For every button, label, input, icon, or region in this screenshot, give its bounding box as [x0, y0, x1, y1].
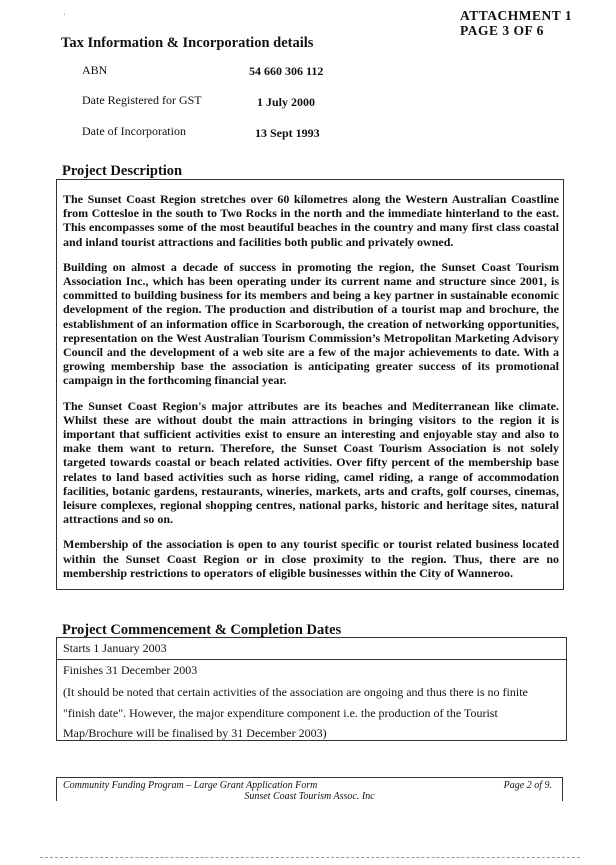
dates-note-line2: "finish date". However, the major expenditure component i.e. the production of the Tourist: [63, 706, 498, 720]
attachment-header: [460, 8, 572, 38]
gst-label: Date Registered for GST: [82, 93, 202, 107]
incorporation-label: Date of Incorporation: [82, 124, 186, 138]
footer-organisation: Sunset Coast Tourism Assoc. Inc: [244, 791, 375, 802]
dates-note-line3: Map/Brochure will be finalised by 31 December 2003): [63, 726, 327, 740]
attachment-label: ATTACHMENT 1: [460, 8, 573, 23]
page-label: PAGE 3 OF 6: [460, 23, 544, 38]
dates-heading: Project Commencement & Completion Dates: [62, 622, 342, 638]
footer-page-number: Page 2 of 9.: [503, 780, 552, 791]
incorporation-value: 13 Sept 1993: [255, 126, 320, 140]
dates-table: [56, 637, 567, 741]
footer-form-title: Community Funding Program – Large Grant Application Form: [63, 780, 318, 791]
scan-mark: ': [64, 12, 66, 21]
project-description-body: [63, 192, 559, 591]
abn-value: 54 660 306 112: [249, 64, 324, 78]
description-paragraph: The Sunset Coast Region stretches over 60 kilometres along the Western Australian Coastline from Cottesloe in the south to Two Rocks in the north and the immediate hinterland to the east. This encompasses some of the most beautiful beaches in the country and many first class coastal and inland tourist attractions and facilities both public and privately owned.: [63, 192, 559, 249]
description-paragraph: Building on almost a decade of success in promoting the region, the Sunset Coast Tourism Association Inc., which has been operating under its current name and structure since 2001, is committed to building business for its members and being a key partner in sustainable economic development of the region. The production and distribution of a tourist map and brochure, the establishment of an information office in Scarborough, the creation of networking opportunities, representation on the West Australian Tourism Commission’s Metropolitan Marketing Advisory Council and the development of a web site are a few of the major achievements to date. With a growing membership base the association is anticipating greater success of its promotional campaign in the forthcoming financial year.: [63, 259, 559, 388]
description-paragraph: Membership of the association is open to any tourist specific or tourist related business located within the Sunset Coast Region or in close proximity to the region. Thus, there are no membership restrictions to operators of eligible businesses within the City of Wanneroo.: [63, 537, 559, 580]
starts-row: [57, 638, 566, 660]
description-paragraph: The Sunset Coast Region's major attributes are its beaches and Mediterranean like climate. Whilst these are without doubt the main attractions in bringing visitors to the region it is important that sufficient activities exist to ensure an interesting and enjoyable stay and also to make them want to return. Therefore, the Sunset Coast Tourism Association is not solely targeted towards coastal or beach related activities. Over fifty percent of the membership base relates to land based activities such as horse riding, camel riding, a range of accommodation facilities, botanic gardens, restaurants, wineries, markets, arts and crafts, golf courses, cinemas, leisure complexes, regional shopping centres, national parks, historic and heritage sites, natural attractions and so on.: [63, 398, 559, 527]
project-description-box: [56, 179, 564, 590]
project-description-heading: Project Description: [62, 163, 183, 179]
finishes-text: Finishes 31 December 2003: [63, 663, 198, 677]
starts-text: Starts 1 January 2003: [63, 641, 167, 655]
tax-heading: Tax Information & Incorporation details: [61, 35, 314, 51]
abn-label: ABN: [82, 63, 108, 77]
gst-value: 1 July 2000: [257, 95, 316, 109]
scan-edge-line: [40, 857, 580, 858]
page-footer: [56, 777, 563, 801]
dates-note-line1: (It should be noted that certain activities of the association are ongoing and thus there is no finite: [63, 685, 528, 699]
